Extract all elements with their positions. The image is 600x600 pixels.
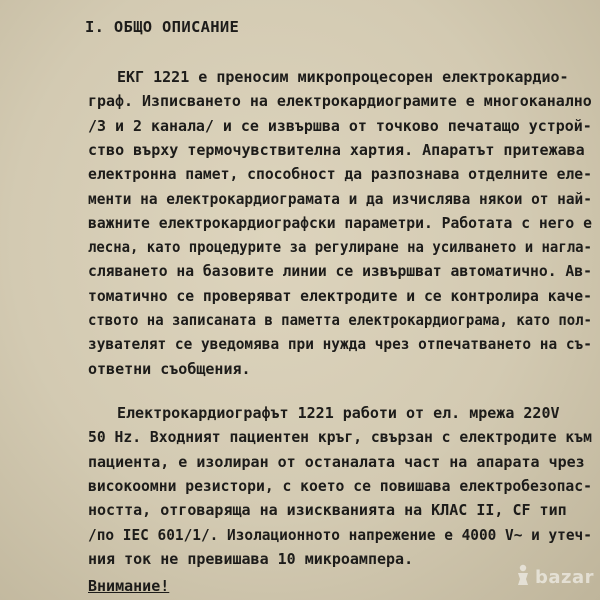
text-line: лесна, като процедурите за регулиране на усилването и нагла- [88, 238, 592, 257]
text-line: Електрокардиографът 1221 работи от ел. мрежа 220V [117, 404, 560, 422]
text-line: ния ток не превишава 10 микроампера. [88, 549, 414, 568]
warning-heading: Внимание! [88, 577, 170, 595]
watermark [514, 564, 594, 590]
text-line: ността, отговаряща на изискванията на КЛАС II, CF тип [88, 501, 567, 520]
watermark-text: bazar [534, 566, 594, 588]
text-line: сляването на базовите линии се извършват автоматично. Ав- [88, 262, 592, 281]
text-line: пациента, е изолиран от останалата част на апарата чрез [88, 452, 585, 471]
text-line: ството на записаната в паметта електрокардиограма, като пол- [88, 311, 592, 329]
text-line: граф. Изписването на електрокардиограмите е многоканално [88, 92, 592, 111]
text-line: /3 и 2 канала/ и се извършва от точково печатащо устрой- [88, 116, 592, 135]
text-line: ство върху термочувствителна хартия. Апаратът притежава [88, 140, 585, 159]
text-line: електронна памет, способност да разпознава отделните еле- [88, 165, 592, 184]
text-line: важните електрокардиографски параметри. Работата с него е [88, 213, 592, 232]
text-line: 50 Hz. Входният пациентен кръг, свързан с електродите към [88, 428, 592, 447]
text-line: ЕКГ 1221 е преносим микропроцесорен електрокардио- [117, 68, 569, 86]
text-line: /по IEC 601/1/. Изолационното напрежение е 4000 V~ и утеч- [88, 525, 592, 544]
mannequin-icon [514, 564, 532, 590]
text-line: високоомни резистори, с което се повишава електробезопас- [88, 476, 592, 495]
text-line: томатично се проверяват електродите и се контролира каче- [88, 286, 592, 305]
section-heading: I. ОБЩО ОПИСАНИЕ [85, 18, 240, 36]
text-line: зувателят се уведомява при нужда чрез отпечатването на съ- [88, 335, 592, 354]
text-line: ответни съобщения. [88, 359, 251, 378]
text-line: менти на електрокардиограмата и да изчислява някои от най- [88, 189, 592, 208]
